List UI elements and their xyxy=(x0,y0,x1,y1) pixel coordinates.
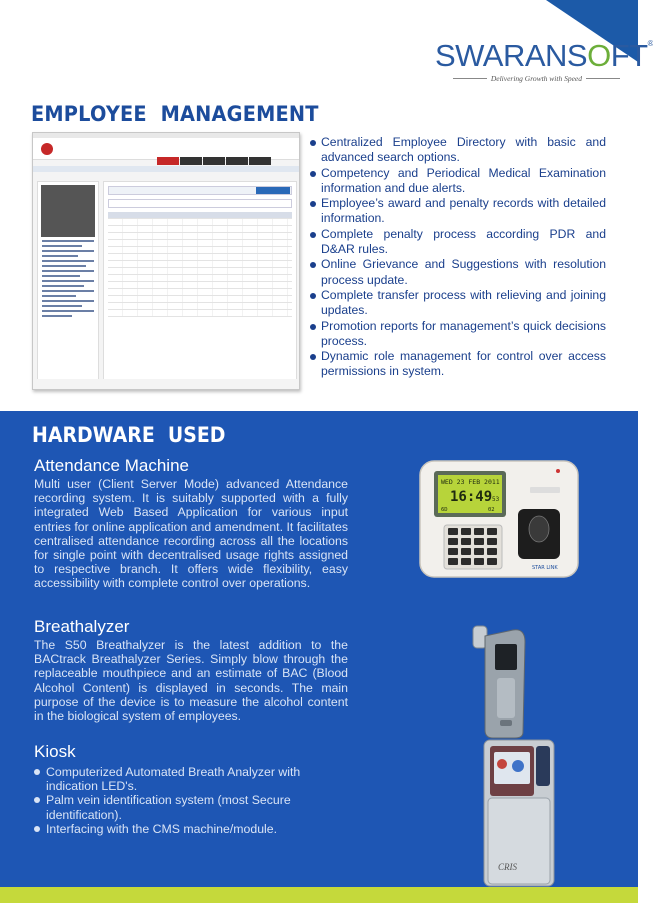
keypad-key xyxy=(474,548,484,555)
screenshot-profile-photo xyxy=(41,185,95,237)
logo-part-ft: FT xyxy=(610,38,648,73)
kiosk-title: Kiosk xyxy=(34,742,76,761)
screenshot-table-row xyxy=(108,219,292,226)
screenshot-nav-tab xyxy=(226,157,248,165)
keypad-key xyxy=(487,558,497,565)
screenshot-menu-line xyxy=(42,305,82,307)
screenshot-table-row xyxy=(108,282,292,289)
keypad-key xyxy=(474,558,484,565)
screenshot-menu-line xyxy=(42,270,94,272)
feature-item: Complete transfer process with relieving and joining updates. xyxy=(310,288,606,319)
screenshot-table-row xyxy=(108,289,292,296)
kiosk-gauge-icon xyxy=(497,759,507,769)
screenshot-menu-line xyxy=(42,275,80,277)
attendance-device-brand: STAR LINK xyxy=(532,565,558,571)
screenshot-nav-tab xyxy=(203,157,225,165)
screenshot-menu-line xyxy=(42,250,94,252)
screenshot-breadcrumb-bar xyxy=(33,166,299,172)
fingerprint-sensor-icon xyxy=(518,509,560,559)
logo-part-o: O xyxy=(587,38,611,73)
attendance-screen-low-right: 02 xyxy=(488,507,495,513)
keypad-key xyxy=(461,538,471,545)
attendance-screen-seconds: 53 xyxy=(492,496,500,503)
screenshot-menu-line xyxy=(42,255,78,257)
screenshot-table-row xyxy=(108,226,292,233)
screenshot-nav xyxy=(157,157,272,165)
employee-features-list xyxy=(310,135,606,380)
screenshot-table-row xyxy=(108,275,292,282)
attendance-screen-date: WED 23 FEB 2011 xyxy=(441,478,500,486)
hardware-used-heading: HARDWARE USED xyxy=(32,423,226,447)
power-led-icon xyxy=(556,469,560,473)
screenshot-menu-line xyxy=(42,280,94,282)
attendance-keypad xyxy=(444,525,502,569)
kiosk-features-list xyxy=(34,765,334,836)
screenshot-table-row xyxy=(108,254,292,261)
screenshot-table-row xyxy=(108,310,292,317)
swaransoft-logo xyxy=(435,38,653,83)
screenshot-footer xyxy=(33,379,299,389)
employee-management-heading: EMPLOYEE MANAGEMENT xyxy=(31,102,319,126)
kiosk-feature-item: Computerized Automated Breath Analyzer with indication LED's. xyxy=(34,765,334,793)
screenshot-menu-line xyxy=(42,295,76,297)
keypad-key xyxy=(474,528,484,535)
screenshot-menu-line xyxy=(42,260,94,262)
keypad-key xyxy=(461,548,471,555)
breathalyzer-title: Breathalyzer xyxy=(34,617,130,636)
registered-mark: ® xyxy=(647,39,653,48)
tagline-rule-left xyxy=(453,78,487,79)
kiosk-sensor-icon xyxy=(512,760,524,772)
breathalyzer-label-panel xyxy=(497,678,515,718)
kiosk-label: CRIS xyxy=(498,862,517,872)
fingerprint-pad xyxy=(529,516,549,542)
screenshot-menu-line xyxy=(42,300,94,302)
logo-part-swaran: SWARAN xyxy=(435,38,567,73)
keypad-key xyxy=(461,528,471,535)
screenshot-sidebar xyxy=(37,181,99,381)
screenshot-menu-line xyxy=(42,285,84,287)
device-slot xyxy=(530,487,560,493)
screenshot-nav-tab xyxy=(249,157,271,165)
attendance-machine-text: Multi user (Client Server Mode) advanced Attendance recording system. It is suitably supported with a fully integrated Web Based Application for various input entries for online application and amendment. It facilitates centralised attendance recording across all the locations for single point with decentralised usage rights assigned to respective branch. It offers wide flexibility, easy accessibility with complete control over operations. xyxy=(34,477,348,591)
screenshot-menu-line xyxy=(42,315,72,317)
screenshot-table-row xyxy=(108,268,292,275)
feature-item: Online Grievance and Suggestions with resolution process update. xyxy=(310,257,606,288)
logo-tagline-row xyxy=(435,74,620,83)
feature-item: Dynamic role management for control over access permissions in system. xyxy=(310,349,606,380)
screenshot-table-header xyxy=(108,212,292,219)
breathalyzer-text: The S50 Breathalyzer is the latest addition to the BACtrack Breathalyzer Series. Simply blow through the replaceable mouthpiece and an estimate of BAC (Blood Alcohol Content) is displayed in seconds. The main purpose of the device is to measure the alcohol content in the biological system of employees. xyxy=(34,638,348,724)
screenshot-menu-line xyxy=(42,265,86,267)
keypad-key xyxy=(487,538,497,545)
screenshot-table-row xyxy=(108,233,292,240)
breathalyzer-image xyxy=(465,622,535,742)
screenshot-filter-box xyxy=(108,199,292,208)
keypad-key xyxy=(448,538,458,545)
feature-item: Promotion reports for management’s quick decisions process. xyxy=(310,319,606,350)
keypad-key xyxy=(474,538,484,545)
attendance-machine-title: Attendance Machine xyxy=(34,456,189,475)
feature-item: Centralized Employee Directory with basic and advanced search options. xyxy=(310,135,606,166)
tagline-rule-right xyxy=(586,78,620,79)
keypad-key xyxy=(461,558,471,565)
screenshot-nav-tab xyxy=(180,157,202,165)
logo-part-s: S xyxy=(566,38,588,73)
attendance-screen-time: 16:49 xyxy=(450,489,493,505)
screenshot-app-logo-icon xyxy=(41,143,53,155)
screenshot-menu-line xyxy=(42,310,94,312)
screenshot-table-row xyxy=(108,247,292,254)
bottom-accent-stripe xyxy=(0,887,638,903)
screenshot-create-user-button xyxy=(256,187,290,194)
screenshot-table-row xyxy=(108,296,292,303)
attendance-screen-low-left: 6D xyxy=(441,507,448,513)
attendance-machine-image xyxy=(418,459,580,579)
screenshot-menu-line xyxy=(42,245,82,247)
keypad-key xyxy=(487,528,497,535)
keypad-key xyxy=(448,558,458,565)
keypad-key xyxy=(487,548,497,555)
employee-app-screenshot xyxy=(32,132,300,390)
screenshot-table-row xyxy=(108,303,292,310)
feature-item: Employee’s award and penalty records with detailed information. xyxy=(310,196,606,227)
screenshot-nav-tab xyxy=(157,157,179,165)
kiosk-image xyxy=(478,738,560,888)
logo-wordmark xyxy=(435,38,653,73)
breathalyzer-button xyxy=(500,720,512,726)
screenshot-menu-line xyxy=(42,240,94,242)
feature-item: Complete penalty process according PDR and D&AR rules. xyxy=(310,227,606,258)
kiosk-feature-item: Interfacing with the CMS machine/module. xyxy=(34,822,334,836)
keypad-key xyxy=(448,528,458,535)
feature-item: Competency and Periodical Medical Examination information and due alerts. xyxy=(310,166,606,197)
screenshot-table-row xyxy=(108,261,292,268)
kiosk-side-unit xyxy=(536,746,550,786)
screenshot-table-row xyxy=(108,240,292,247)
screenshot-menu-line xyxy=(42,290,94,292)
screenshot-main-panel xyxy=(103,181,297,381)
logo-tagline: Delivering Growth with Speed xyxy=(490,74,582,83)
keypad-key xyxy=(448,548,458,555)
kiosk-feature-item: Palm vein identification system (most Secure identification). xyxy=(34,793,334,821)
breathalyzer-display xyxy=(495,644,517,670)
